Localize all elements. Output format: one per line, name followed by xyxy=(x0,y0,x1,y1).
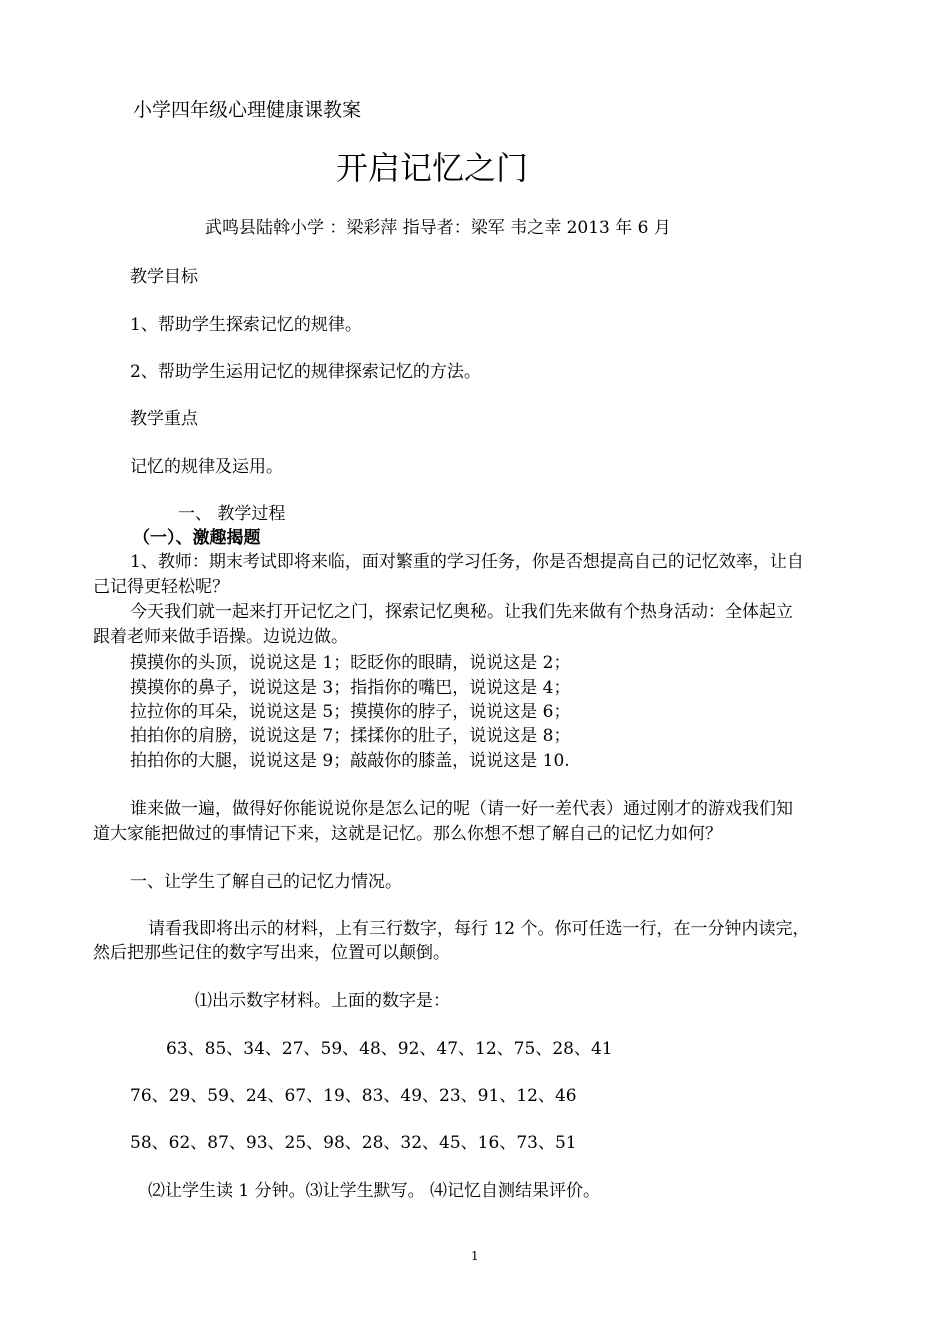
author-byline: 武鸣县陆斡小学 ：梁彩萍 指导者：梁军 韦之幸 2013 年 6 月 xyxy=(205,218,671,238)
paragraph-line: 今天我们就一起来打开记忆之门，探索记忆奥秘。让我们先来做有个热身活动：全体起立 xyxy=(130,602,793,622)
paragraph-line: 1、教师：期末考试即将来临，面对繁重的学习任务，你是否想提高自己的记忆效率，让自 xyxy=(130,552,804,572)
paragraph-line: 己记得更轻松呢？ xyxy=(93,577,229,597)
key-points-heading: 教学重点 xyxy=(130,409,198,429)
steps-line: ⑵让学生读 1 分钟。⑶让学生默写。 ⑷记忆自测结果评价。 xyxy=(148,1181,601,1201)
goals-heading: 教学目标 xyxy=(130,267,198,287)
number-row: 76、29、59、24、67、19、83、49、23、91、12、46 xyxy=(130,1086,577,1106)
page-number: 1 xyxy=(471,1249,479,1263)
paragraph-line: 跟着老师来做手语操。边说边做。 xyxy=(93,627,348,647)
paragraph-line: 请看我即将出示的材料，上有三行数字，每行 12 个。你可任选一行，在一分钟内读完， xyxy=(148,919,810,939)
document-subtitle: 小学四年级心理健康课教案 xyxy=(133,99,362,121)
material-intro: ⑴出示数字材料。上面的数字是： xyxy=(195,991,450,1011)
chant-line: 拉拉你的耳朵，说说这是 5；摸摸你的脖子，说说这是 6； xyxy=(130,702,571,722)
number-row: 58、62、87、93、25、98、28、32、45、16、73、51 xyxy=(130,1133,577,1153)
chant-line: 摸摸你的头顶，说说这是 1；眨眨你的眼睛，说说这是 2； xyxy=(130,653,571,673)
paragraph-line: 然后把那些记住的数字写出来，位置可以颠倒。 xyxy=(93,943,450,963)
number-row: 63、85、34、27、59、48、92、47、12、75、28、41 xyxy=(166,1039,613,1059)
goal-item: 2、帮助学生运用记忆的规律探索记忆的方法。 xyxy=(130,362,481,382)
chant-line: 拍拍你的肩膀，说说这是 7；揉揉你的肚子，说说这是 8； xyxy=(130,726,571,746)
chant-line: 拍拍你的大腿，说说这是 9；敲敲你的膝盖，说说这是 10. xyxy=(130,751,570,771)
paragraph-line: 道大家能把做过的事情记下来，这就是记忆。那么你想不想了解自己的记忆力如何？ xyxy=(93,824,722,844)
key-points-text: 记忆的规律及运用。 xyxy=(130,457,283,477)
goal-item: 1、帮助学生探索记忆的规律。 xyxy=(130,315,362,335)
process-heading: 一、 教学过程 xyxy=(178,504,286,524)
step-heading: 一、让学生了解自己的记忆力情况。 xyxy=(130,872,402,892)
section-heading: （一）、激趣揭题 xyxy=(133,528,261,548)
chant-line: 摸摸你的鼻子，说说这是 3；指指你的嘴巴，说说这是 4； xyxy=(130,678,571,698)
document-title: 开启记忆之门 xyxy=(336,149,529,187)
paragraph-line: 谁来做一遍，做得好你能说说你是怎么记的呢（请一好一差代表）通过刚才的游戏我们知 xyxy=(130,799,793,819)
